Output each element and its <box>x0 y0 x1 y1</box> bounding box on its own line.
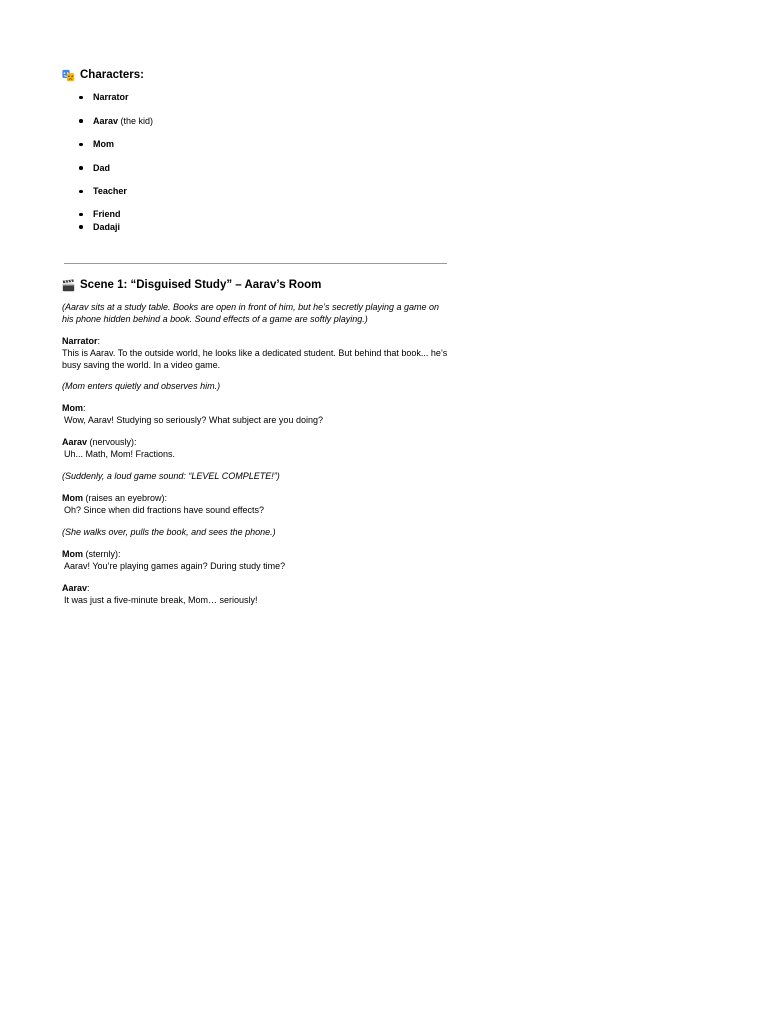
characters-list <box>62 91 153 233</box>
speaker-name: Mom <box>62 403 83 413</box>
dialogue-block: Mom: <box>62 403 86 413</box>
character-name: Narrator <box>93 92 129 102</box>
bullet-icon <box>79 166 83 170</box>
speaker-note: (raises an eyebrow): <box>83 493 168 503</box>
dialogue-line: Aarav! You’re playing games again? During study time? <box>64 561 286 571</box>
bullet-icon <box>79 225 83 229</box>
dialogue-line: It was just a five-minute break, Mom… seriously! <box>64 595 258 605</box>
dialogue-line: This is Aarav. To the outside world, he looks like a dedicated student. But behind that book... he’s busy saving the world. In a video game. <box>62 348 448 370</box>
bullet-icon <box>79 96 83 100</box>
list-item <box>62 162 153 174</box>
section-divider <box>64 263 447 264</box>
dialogue-line: Oh? Since when did fractions have sound effects? <box>64 505 264 515</box>
stage-direction: (Suddenly, a loud game sound: “LEVEL COMPLETE!”) <box>62 471 280 481</box>
speaker-name: Aarav <box>62 437 88 447</box>
bullet-icon <box>79 143 83 147</box>
list-item <box>62 138 153 150</box>
stage-direction: (Mom enters quietly and observes him.) <box>62 381 221 391</box>
bullet-icon <box>79 119 83 123</box>
bullet-icon <box>79 213 83 217</box>
character-name: Aarav <box>93 115 119 126</box>
dialogue-block: Narrator: <box>62 336 101 346</box>
speaker-note: (nervously): <box>87 437 137 447</box>
character-name: Teacher <box>93 186 127 196</box>
dialogue-line: Wow, Aarav! Studying so seriously? What subject are you doing? <box>64 415 323 425</box>
character-name: Mom <box>93 139 114 149</box>
list-item <box>62 208 153 220</box>
character-name: Dad <box>93 162 111 173</box>
dialogue-block <box>62 492 452 504</box>
character-name: Dadaji <box>93 221 121 232</box>
dialogue-block <box>62 436 452 448</box>
speaker-name: Mom <box>62 549 83 559</box>
dialogue-line: Uh... Math, Mom! Fractions. <box>64 449 176 459</box>
speaker-note: (sternly): <box>83 549 121 559</box>
list-item <box>62 221 153 233</box>
scene-heading <box>62 278 321 292</box>
scene-script <box>62 301 452 606</box>
character-name: Friend <box>93 209 121 219</box>
stage-direction: (Aarav sits at a study table. Books are open in front of him, but he’s secretly playing a game on his phone hidden behind a book. Sound effects of a game are softly playing.) <box>62 302 440 324</box>
scene-heading-text: Scene 1: “Disguised Study” – Aarav’s Room <box>80 279 322 291</box>
speaker-name: Narrator <box>62 336 98 346</box>
stage-direction: (She walks over, pulls the book, and sees the phone.) <box>62 527 276 537</box>
characters-heading-text: Characters: <box>80 69 144 81</box>
performing-arts-icon <box>62 69 75 82</box>
character-note: (the kid) <box>118 115 154 126</box>
speaker-name: Mom <box>62 493 83 503</box>
dialogue-block <box>62 548 452 560</box>
bullet-icon <box>79 190 83 194</box>
clapper-board-icon <box>62 279 75 292</box>
list-item <box>62 185 153 197</box>
characters-heading <box>62 68 144 82</box>
dialogue-block: Aarav: <box>62 583 90 593</box>
list-item <box>62 115 153 127</box>
speaker-name: Aarav <box>62 583 88 593</box>
list-item <box>62 91 153 103</box>
